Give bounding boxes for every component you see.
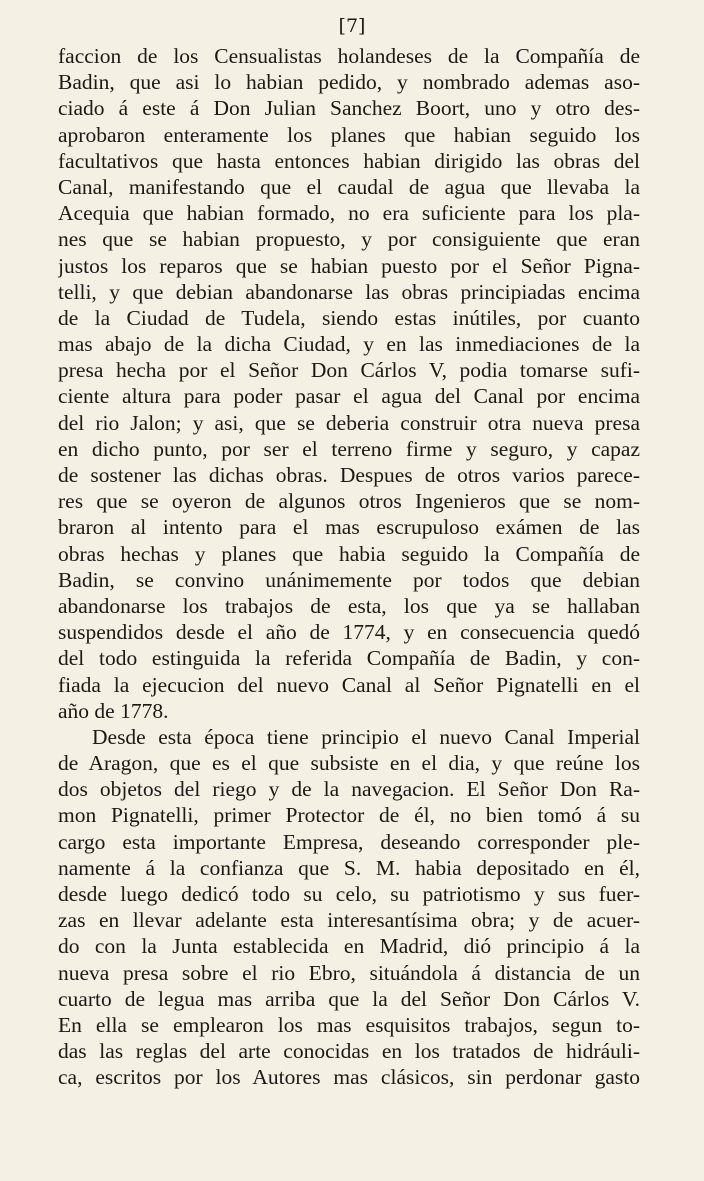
page-number: [7] xyxy=(338,15,366,37)
text-line: das las reglas del arte conocidas en los tratados de hidráuli- xyxy=(58,1039,640,1064)
text-line: en dicho punto, por ser el terreno firme y seguro, y capaz xyxy=(58,436,640,461)
text-line: año de 1778. xyxy=(58,698,169,723)
text-line: fiada la ejecucion del nuevo Canal al Señor Pignatelli en el xyxy=(58,672,640,697)
text-line: dos objetos del riego y de la navegacion. El Señor Don Ra- xyxy=(58,777,640,802)
text-line: Canal, manifestando que el caudal de agua que llevaba la xyxy=(58,174,640,199)
text-line: namente á la confianza que S. M. habia depositado en él, xyxy=(58,855,640,880)
text-line: braron al intento para el mas escrupuloso exámen de las xyxy=(58,515,640,540)
text-line: do con la Junta establecida en Madrid, dió principio á la xyxy=(58,934,640,959)
text-line: ciado á este á Don Julian Sanchez Boort, uno y otro des- xyxy=(58,96,640,121)
text-line: cargo esta importante Empresa, deseando corresponder ple- xyxy=(58,829,640,854)
text-line: suspendidos desde el año de 1774, y en consecuencia quedó xyxy=(58,620,640,645)
text-line: ciente altura para poder pasar el agua del Canal por encima xyxy=(58,384,640,409)
text-line: mas abajo de la dicha Ciudad, y en las inmediaciones de la xyxy=(58,332,640,357)
text-line: Desde esta época tiene principio el nuevo Canal Imperial xyxy=(92,724,640,749)
text-line: ca, escritos por los Autores mas clásicos, sin perdonar gasto xyxy=(58,1065,640,1090)
text-line: del rio Jalon; y asi, que se deberia construir otra nueva presa xyxy=(58,410,640,435)
text-line: faccion de los Censualistas holandeses de la Compañía de xyxy=(58,44,640,68)
text-line: justos los reparos que se habian puesto por el Señor Pigna- xyxy=(58,253,640,278)
text-line: Badin, se convino unánimemente por todos que debian xyxy=(58,567,640,592)
text-line: abandonarse los trabajos de esta, los que ya se hallaban xyxy=(58,593,640,618)
text-line: desde luego dedicó todo su celo, su patriotismo y sus fuer- xyxy=(58,882,640,906)
text-line: zas en llevar adelante esta interesantísima obra; y de acuer- xyxy=(58,908,640,933)
text-line: cuarto de legua mas arriba que la del Señor Don Cárlos V. xyxy=(58,986,640,1011)
text-line: nueva presa sobre el rio Ebro, situándola á distancia de un xyxy=(58,960,640,985)
body-text xyxy=(58,43,640,1091)
text-line: En ella se emplearon los mas esquisitos trabajos, segun to- xyxy=(58,1012,640,1037)
text-line: nes que se habian propuesto, y por consiguiente que eran xyxy=(58,227,640,252)
text-line: de sostener las dichas obras. Despues de otros varios parece- xyxy=(58,463,640,487)
paragraph xyxy=(58,724,640,1091)
text-line: presa hecha por el Señor Don Cárlos V, podia tomarse sufi- xyxy=(58,358,640,383)
text-line: facultativos que hasta entonces habian dirigido las obras del xyxy=(58,148,640,173)
text-line: obras hechas y planes que habia seguido la Compañía de xyxy=(58,541,640,566)
text-line: telli, y que debian abandonarse las obras principiadas encima xyxy=(58,279,640,304)
text-line: mon Pignatelli, primer Protector de él, no bien tomó á su xyxy=(58,803,640,828)
text-line: res que se oyeron de algunos otros Ingenieros que se nom- xyxy=(58,489,640,514)
text-line: de Aragon, que es el que subsiste en el dia, y que reúne los xyxy=(58,751,640,776)
text-line: de la Ciudad de Tudela, siendo estas inútiles, por cuanto xyxy=(58,305,640,330)
paragraph xyxy=(58,43,640,724)
text-line: aprobaron enteramente los planes que habian seguido los xyxy=(58,122,640,147)
text-line: del todo estinguida la referida Compañía de Badin, y con- xyxy=(58,646,640,671)
text-line: Badin, que asi lo habian pedido, y nombrado ademas aso- xyxy=(58,70,640,95)
text-line: Acequia que habian formado, no era suficiente para los pla- xyxy=(58,201,640,226)
